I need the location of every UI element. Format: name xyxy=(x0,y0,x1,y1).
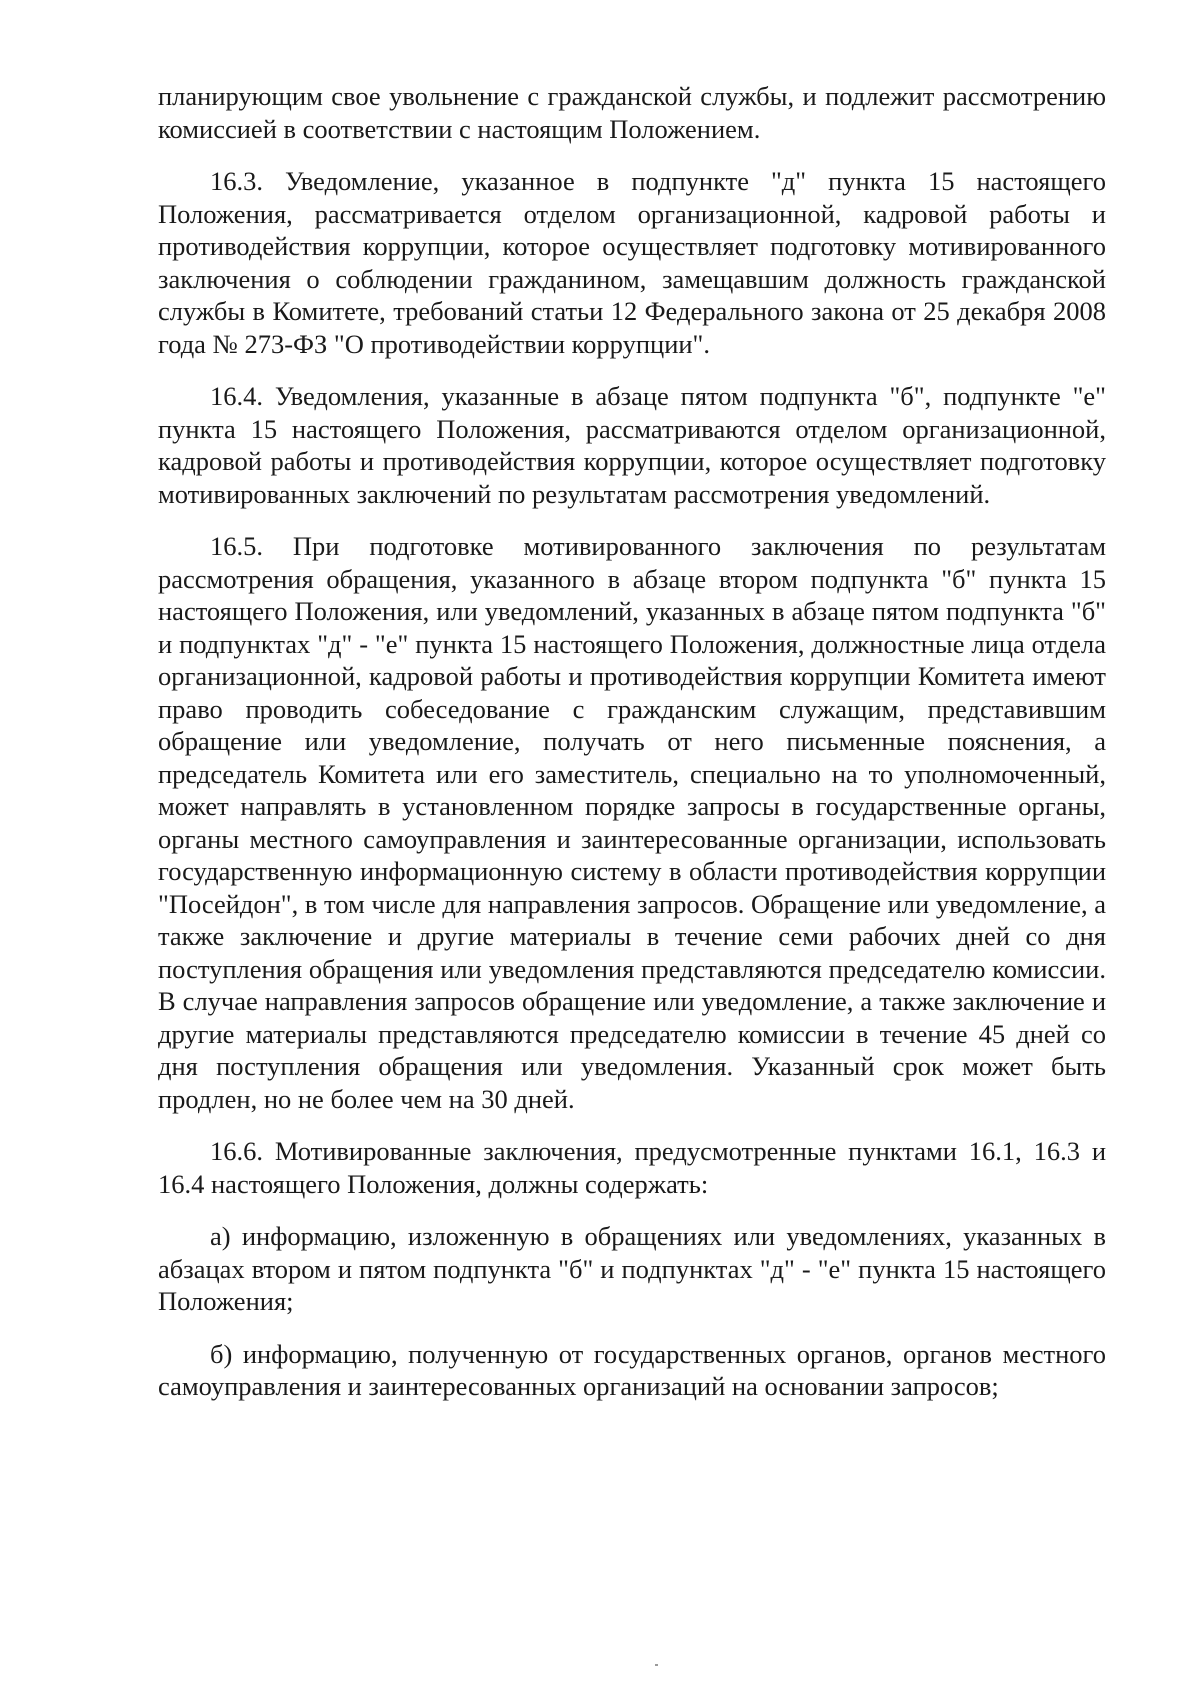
paragraph-16-6: 16.6. Мотивированные заключения, предусмотренные пунктами 16.1, 16.3 и 16.4 настоящего Положения, должны содержать: xyxy=(158,1136,1106,1199)
paragraph-16-4: 16.4. Уведомления, указанные в абзаце пятом подпункта "б", подпункте "е" пункта 15 настоящего Положения, рассматриваются отделом организационной, кадровой работы и противодействия коррупции, которое осуществляет подготовку мотивированных заключений по результатам рассмотрения уведомлений. xyxy=(158,381,1106,509)
paragraph-continuation: планирующим свое увольнение с гражданской службы, и подлежит рассмотрению комиссией в соответствии с настоящим Положением. xyxy=(158,81,1106,144)
scan-artifact-dot xyxy=(655,1664,658,1666)
paragraph-16-3: 16.3. Уведомление, указанное в подпункте "д" пункта 15 настоящего Положения, рассматривается отделом организационной, кадровой работы и противодействия коррупции, которое осуществляет подготовку мотивированного заключения о соблюдении гражданином, замещавшим должность гражданской службы в Комитете, требований статьи 12 Федерального закона от 25 декабря 2008 года № 273-ФЗ "О противодействии коррупции". xyxy=(158,166,1106,359)
document-body xyxy=(158,80,1106,1403)
paragraph-16-5: 16.5. При подготовке мотивированного заключения по результатам рассмотрения обращения, указанного в абзаце втором подпункта "б" пункта 15 настоящего Положения, или уведомлений, указанных в абзаце пятом подпункта "б" и подпунктах "д" - "е" пункта 15 настоящего Положения, должностные лица отдела организационной, кадровой работы и противодействия коррупции Комитета имеют право проводить собеседование с гражданским служащим, представившим обращение или уведомление, получать от него письменные пояснения, а председатель Комитета или его заместитель, специально на то уполномоченный, может направлять в установленном порядке запросы в государственные органы, органы местного самоуправления и заинтересованные организации, использовать государственную информационную систему в области противодействия коррупции "Посейдон", в том числе для направления запросов. Обращение или уведомление, а также заключение и другие материалы в течение семи рабочих дней со дня поступления обращения или уведомления представляются председателю комиссии. В случае направления запросов обращение или уведомление, а также заключение и другие материалы представляются председателю комиссии в течение 45 дней со дня поступления обращения или уведомления. Указанный срок может быть продлен, но не более чем на 30 дней. xyxy=(158,531,1106,1114)
list-item-b: б) информацию, полученную от государственных органов, органов местного самоуправления и заинтересованных организаций на основании запросов; xyxy=(158,1338,1106,1401)
list-item-a: а) информацию, изложенную в обращениях или уведомлениях, указанных в абзацах втором и пятом подпункта "б" и подпунктах "д" - "е" пункта 15 настоящего Положения; xyxy=(158,1221,1106,1316)
